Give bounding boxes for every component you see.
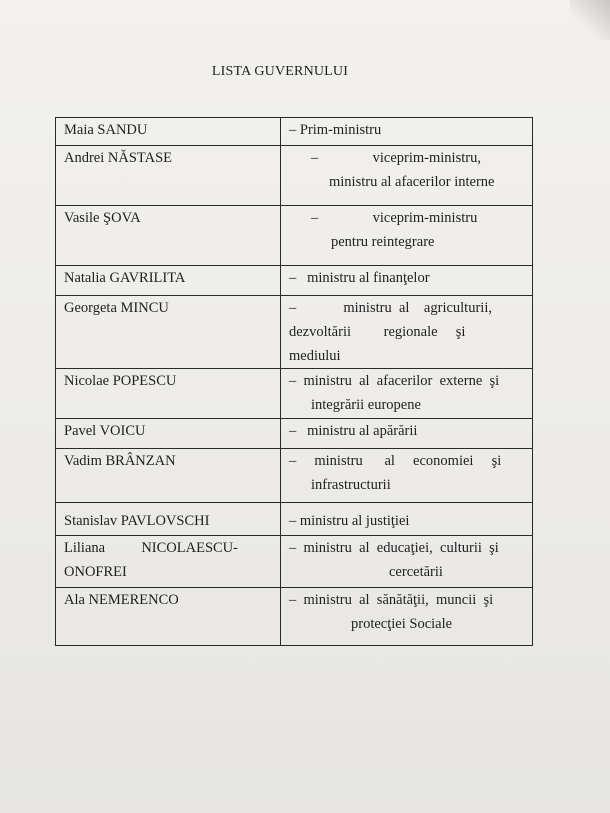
- minister-role: [281, 266, 533, 296]
- minister-name: [56, 536, 281, 588]
- role-line: ministru al afacerilor interne: [329, 174, 495, 190]
- role-line: – ministru al agriculturii,: [289, 300, 492, 316]
- role-line: mediului: [289, 348, 341, 364]
- table-row: [56, 266, 533, 296]
- minister-role: [281, 588, 533, 646]
- minister-name: Natalia GAVRILITA: [56, 266, 281, 296]
- minister-role: [281, 503, 533, 536]
- role-line: cercetării: [389, 564, 443, 580]
- role-line: – Prim-ministru: [289, 122, 382, 138]
- minister-name: Andrei NĂSTASE: [56, 146, 281, 206]
- minister-name: Ala NEMERENCO: [56, 588, 281, 646]
- name-line: ONOFREI: [64, 564, 127, 580]
- role-line: – viceprim-ministru,: [311, 150, 481, 166]
- role-line: – ministru al sănătăţii, muncii şi: [289, 592, 494, 608]
- role-line: protecţiei Sociale: [351, 616, 453, 632]
- table-row: [56, 419, 533, 449]
- table-row: [56, 588, 533, 646]
- minister-role: [281, 296, 533, 369]
- role-line: dezvoltării regionale şi: [289, 324, 466, 340]
- minister-role: [281, 118, 533, 146]
- document-title: LISTA GUVERNULUI: [211, 64, 349, 79]
- minister-role: [281, 369, 533, 419]
- role-line: – ministru al educaţiei, culturii şi: [289, 540, 499, 556]
- table-row: [56, 536, 533, 588]
- role-line: pentru reintegrare: [331, 234, 435, 250]
- table-row: [56, 206, 533, 266]
- minister-role: [281, 419, 533, 449]
- minister-role: [281, 146, 533, 206]
- page-corner-shadow: [570, 0, 610, 40]
- role-line: – ministru al justiţiei: [289, 513, 410, 529]
- role-line: – ministru al afacerilor externe şi: [289, 373, 500, 389]
- table-row: [56, 503, 533, 536]
- role-line: – ministru al finanţelor: [289, 270, 430, 286]
- table-row: [56, 369, 533, 419]
- role-line: – ministru al economiei şi: [289, 453, 502, 469]
- role-line: – viceprim-ministru: [311, 210, 478, 226]
- name-line: Liliana NICOLAESCU-: [64, 540, 238, 556]
- table-row: [56, 146, 533, 206]
- role-line: – ministru al apărării: [289, 423, 418, 439]
- minister-name: Vasile ŞOVA: [56, 206, 281, 266]
- role-line: integrării europene: [311, 397, 421, 413]
- minister-role: [281, 206, 533, 266]
- table-row: [56, 118, 533, 146]
- role-line: infrastructurii: [311, 477, 391, 493]
- minister-role: [281, 536, 533, 588]
- minister-name: Vadim BRÂNZAN: [56, 449, 281, 503]
- minister-name: Stanislav PAVLOVSCHI: [56, 503, 281, 536]
- table-row: [56, 296, 533, 369]
- minister-name: Pavel VOICU: [56, 419, 281, 449]
- minister-role: [281, 449, 533, 503]
- minister-name: Maia SANDU: [56, 118, 281, 146]
- government-table: [55, 117, 533, 646]
- minister-name: Georgeta MINCU: [56, 296, 281, 369]
- minister-name: Nicolae POPESCU: [56, 369, 281, 419]
- table-row: [56, 449, 533, 503]
